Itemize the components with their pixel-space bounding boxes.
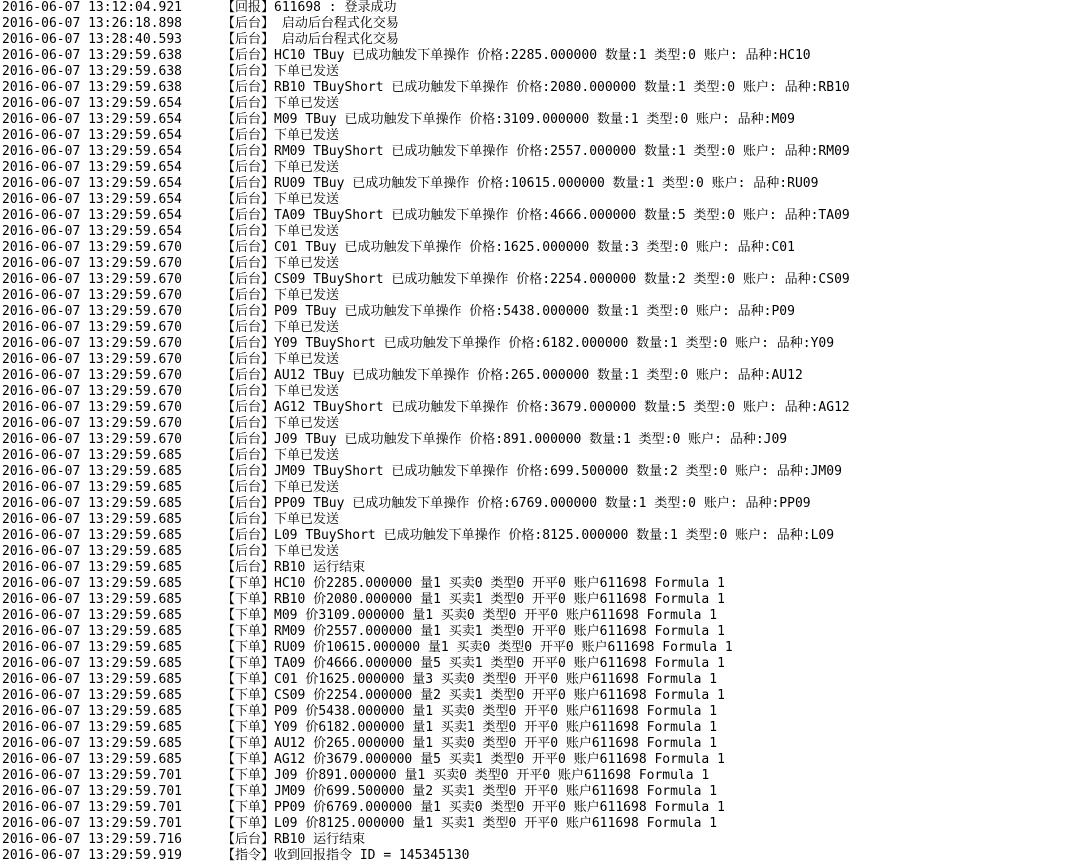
log-message: M09 价3109.000000 量1 买卖0 类型0 开平0 账户611698 Formula 1: [274, 608, 718, 623]
log-line: [2, 576, 1067, 592]
log-tag: 【下单】: [222, 736, 275, 751]
log-message: 下单已发送: [274, 128, 340, 143]
log-message: 下单已发送: [274, 320, 340, 335]
log-timestamp: 2016-06-07 13:29:59.670: [2, 400, 183, 415]
log-timestamp: 2016-06-07 13:29:59.654: [2, 176, 183, 191]
log-tag: 【后台】: [222, 288, 275, 303]
log-timestamp: 2016-06-07 13:29:59.670: [2, 432, 183, 447]
log-line: [2, 480, 1067, 496]
log-line: [2, 64, 1067, 80]
log-line: [2, 304, 1067, 320]
log-message: TA09 价4666.000000 量5 买卖1 类型0 开平0 账户611698 Formula 1: [274, 656, 725, 671]
log-tag: 【后台】: [222, 208, 275, 223]
log-line: [2, 176, 1067, 192]
log-message: Y09 TBuyShort 已成功触发下单操作 价格:6182.000000 数量:1 类型:0 账户: 品种:Y09: [274, 336, 835, 351]
log-timestamp: 2016-06-07 13:29:59.685: [2, 736, 183, 751]
log-timestamp: 2016-06-07 13:29:59.670: [2, 320, 183, 335]
log-line: [2, 96, 1067, 112]
log-message: C01 价1625.000000 量3 买卖0 类型0 开平0 账户611698 Formula 1: [274, 672, 718, 687]
log-message: AU12 TBuy 已成功触发下单操作 价格:265.000000 数量:1 类型:0 账户: 品种:AU12: [274, 368, 803, 383]
log-tag: 【下单】: [222, 688, 275, 703]
log-line: [2, 800, 1067, 816]
log-tag: 【后台】: [222, 416, 275, 431]
log-line: [2, 736, 1067, 752]
log-tag: 【后台】: [222, 544, 275, 559]
log-line: [2, 768, 1067, 784]
log-message: AG12 TBuyShort 已成功触发下单操作 价格:3679.000000 数量:5 类型:0 账户: 品种:AG12: [274, 400, 850, 415]
log-tag: 【后台】: [222, 480, 275, 495]
log-timestamp: 2016-06-07 13:29:59.685: [2, 544, 183, 559]
log-timestamp: 2016-06-07 13:29:59.654: [2, 96, 183, 111]
log-line: [2, 224, 1067, 240]
log-tag: 【下单】: [222, 640, 275, 655]
log-message: 下单已发送: [274, 192, 340, 207]
log-line: [2, 272, 1067, 288]
log-line: [2, 704, 1067, 720]
log-timestamp: 2016-06-07 13:29:59.670: [2, 288, 183, 303]
log-line: [2, 640, 1067, 656]
log-tag: 【下单】: [222, 592, 275, 607]
log-tag: 【后台】: [222, 160, 275, 175]
log-timestamp: 2016-06-07 13:29:59.685: [2, 720, 183, 735]
log-timestamp: 2016-06-07 13:29:59.670: [2, 384, 183, 399]
log-timestamp: 2016-06-07 13:29:59.685: [2, 592, 183, 607]
log-tag: 【后台】: [222, 400, 275, 415]
log-timestamp: 2016-06-07 13:29:59.685: [2, 464, 183, 479]
log-message: RM09 TBuyShort 已成功触发下单操作 价格:2557.000000 数量:1 类型:0 账户: 品种:RM09: [274, 144, 850, 159]
log-tag: 【后台】: [222, 144, 275, 159]
log-message: J09 价891.000000 量1 买卖0 类型0 开平0 账户611698 Formula 1: [274, 768, 710, 783]
log-line: [2, 720, 1067, 736]
log-line: [2, 208, 1067, 224]
log-message: 下单已发送: [274, 448, 340, 463]
log-line: [2, 384, 1067, 400]
log-tag: 【后台】: [222, 80, 275, 95]
log-line: [2, 672, 1067, 688]
log-timestamp: 2016-06-07 13:29:59.670: [2, 352, 183, 367]
log-timestamp: 2016-06-07 13:29:59.670: [2, 336, 183, 351]
log-line: [2, 624, 1067, 640]
log-line: [2, 416, 1067, 432]
log-tag: 【后台】: [222, 560, 275, 575]
log-line: [2, 688, 1067, 704]
log-timestamp: 2016-06-07 13:29:59.654: [2, 144, 183, 159]
log-timestamp: 2016-06-07 13:29:59.685: [2, 688, 183, 703]
log-line: [2, 512, 1067, 528]
log-line: [2, 816, 1067, 832]
log-timestamp: 2016-06-07 13:29:59.670: [2, 304, 183, 319]
log-tag: 【下单】: [222, 624, 275, 639]
log-tag: 【下单】: [222, 816, 275, 831]
log-line: [2, 832, 1067, 848]
log-tag: 【后台】: [222, 512, 275, 527]
log-tag: 【下单】: [222, 704, 275, 719]
log-tag: 【后台】: [222, 432, 275, 447]
log-timestamp: 2016-06-07 13:29:59.685: [2, 704, 183, 719]
log-line: [2, 400, 1067, 416]
log-line: [2, 0, 1067, 16]
log-tag: 【后台】: [222, 496, 275, 511]
log-tag: 【后台】: [222, 240, 275, 255]
log-line: [2, 16, 1067, 32]
log-message: C01 TBuy 已成功触发下单操作 价格:1625.000000 数量:3 类型:0 账户: 品种:C01: [274, 240, 795, 255]
log-line: [2, 560, 1067, 576]
log-message: RM09 价2557.000000 量1 买卖1 类型0 开平0 账户611698 Formula 1: [274, 624, 725, 639]
log-timestamp: 2016-06-07 13:29:59.701: [2, 816, 183, 831]
log-line: [2, 352, 1067, 368]
log-tag: 【后台】: [222, 464, 275, 479]
log-tag: 【后台】: [222, 32, 275, 47]
log-line: [2, 448, 1067, 464]
log-message: 611698 : 登录成功: [274, 0, 397, 15]
log-line: [2, 528, 1067, 544]
log-timestamp: 2016-06-07 13:29:59.685: [2, 448, 183, 463]
log-message: PP09 价6769.000000 量1 买卖0 类型0 开平0 账户611698 Formula 1: [274, 800, 725, 815]
log-line: [2, 192, 1067, 208]
log-tag: 【指令】: [222, 848, 275, 863]
log-tag: 【下单】: [222, 576, 275, 591]
log-message: 下单已发送: [274, 224, 340, 239]
log-line: [2, 368, 1067, 384]
log-message: 下单已发送: [274, 288, 340, 303]
log-line: [2, 320, 1067, 336]
log-message: RB10 价2080.000000 量1 买卖1 类型0 开平0 账户611698 Formula 1: [274, 592, 725, 607]
log-message: P09 价5438.000000 量1 买卖0 类型0 开平0 账户611698 Formula 1: [274, 704, 718, 719]
log-timestamp: 2016-06-07 13:29:59.685: [2, 528, 183, 543]
log-tag: 【后台】: [222, 128, 275, 143]
log-tag: 【后台】: [222, 64, 275, 79]
log-line: [2, 752, 1067, 768]
log-tag: 【后台】: [222, 352, 275, 367]
log-line: [2, 848, 1067, 864]
log-message: 下单已发送: [274, 384, 340, 399]
log-message: J09 TBuy 已成功触发下单操作 价格:891.000000 数量:1 类型:0 账户: 品种:J09: [274, 432, 788, 447]
log-tag: 【下单】: [222, 800, 275, 815]
log-line: [2, 784, 1067, 800]
log-tag: 【后台】: [222, 224, 275, 239]
log-tag: 【后台】: [222, 336, 275, 351]
log-message: 下单已发送: [274, 64, 340, 79]
log-timestamp: 2016-06-07 13:28:40.593: [2, 32, 183, 47]
log-timestamp: 2016-06-07 13:29:59.654: [2, 224, 183, 239]
log-timestamp: 2016-06-07 13:12:04.921: [2, 0, 183, 15]
log-line: [2, 160, 1067, 176]
log-timestamp: 2016-06-07 13:26:18.898: [2, 16, 183, 31]
log-message: CS09 价2254.000000 量2 买卖1 类型0 开平0 账户611698 Formula 1: [274, 688, 725, 703]
log-message: 下单已发送: [274, 256, 340, 271]
log-timestamp: 2016-06-07 13:29:59.670: [2, 368, 183, 383]
log-tag: 【下单】: [222, 752, 275, 767]
log-message: 下单已发送: [274, 352, 340, 367]
log-message: L09 TBuyShort 已成功触发下单操作 价格:8125.000000 数量:1 类型:0 账户: 品种:L09: [274, 528, 835, 543]
log-message: 启动后台程式化交易: [274, 16, 399, 31]
log-timestamp: 2016-06-07 13:29:59.654: [2, 112, 183, 127]
log-message: RU09 价10615.000000 量1 买卖0 类型0 开平0 账户611698 Formula 1: [274, 640, 733, 655]
log-message: RU09 TBuy 已成功触发下单操作 价格:10615.000000 数量:1 类型:0 账户: 品种:RU09: [274, 176, 819, 191]
log-tag: 【后台】: [222, 304, 275, 319]
log-timestamp: 2016-06-07 13:29:59.685: [2, 496, 183, 511]
log-line: [2, 464, 1067, 480]
log-line: [2, 32, 1067, 48]
log-message: M09 TBuy 已成功触发下单操作 价格:3109.000000 数量:1 类型:0 账户: 品种:M09: [274, 112, 795, 127]
log-message: Y09 价6182.000000 量1 买卖1 类型0 开平0 账户611698 Formula 1: [274, 720, 718, 735]
log-message: 下单已发送: [274, 544, 340, 559]
log-timestamp: 2016-06-07 13:29:59.685: [2, 640, 183, 655]
log-timestamp: 2016-06-07 13:29:59.685: [2, 608, 183, 623]
log-message: CS09 TBuyShort 已成功触发下单操作 价格:2254.000000 数量:2 类型:0 账户: 品种:CS09: [274, 272, 850, 287]
log-message: JM09 价699.500000 量2 买卖1 类型0 开平0 账户611698 Formula 1: [274, 784, 718, 799]
log-timestamp: 2016-06-07 13:29:59.685: [2, 480, 183, 495]
log-line: [2, 608, 1067, 624]
log-line: [2, 592, 1067, 608]
log-line: [2, 256, 1067, 272]
log-timestamp: 2016-06-07 13:29:59.685: [2, 576, 183, 591]
log-tag: 【后台】: [222, 528, 275, 543]
log-message: HC10 价2285.000000 量1 买卖0 类型0 开平0 账户611698 Formula 1: [274, 576, 725, 591]
log-message: JM09 TBuyShort 已成功触发下单操作 价格:699.500000 数量:2 类型:0 账户: 品种:JM09: [274, 464, 842, 479]
log-message: P09 TBuy 已成功触发下单操作 价格:5438.000000 数量:1 类型:0 账户: 品种:P09: [274, 304, 795, 319]
log-message: 下单已发送: [274, 480, 340, 495]
log-message: AU12 价265.000000 量1 买卖0 类型0 开平0 账户611698 Formula 1: [274, 736, 718, 751]
log-tag: 【下单】: [222, 656, 275, 671]
log-timestamp: 2016-06-07 13:29:59.685: [2, 752, 183, 767]
log-message: AG12 价3679.000000 量5 买卖1 类型0 开平0 账户611698 Formula 1: [274, 752, 725, 767]
log-tag: 【下单】: [222, 608, 275, 623]
log-tag: 【后台】: [222, 256, 275, 271]
log-message: L09 价8125.000000 量1 买卖1 类型0 开平0 账户611698 Formula 1: [274, 816, 718, 831]
log-tag: 【后台】: [222, 384, 275, 399]
log-tag: 【后台】: [222, 192, 275, 207]
log-timestamp: 2016-06-07 13:29:59.685: [2, 656, 183, 671]
log-tag: 【后台】: [222, 320, 275, 335]
log-message: 下单已发送: [274, 416, 340, 431]
log-timestamp: 2016-06-07 13:29:59.716: [2, 832, 183, 847]
log-message: PP09 TBuy 已成功触发下单操作 价格:6769.000000 数量:1 类型:0 账户: 品种:PP09: [274, 496, 811, 511]
log-timestamp: 2016-06-07 13:29:59.654: [2, 208, 183, 223]
log-timestamp: 2016-06-07 13:29:59.654: [2, 192, 183, 207]
log-line: [2, 288, 1067, 304]
log-message: RB10 运行结束: [274, 560, 366, 575]
log-message: 下单已发送: [274, 160, 340, 175]
log-line: [2, 128, 1067, 144]
log-timestamp: 2016-06-07 13:29:59.919: [2, 848, 183, 863]
log-line: [2, 240, 1067, 256]
log-line: [2, 544, 1067, 560]
log-line: [2, 336, 1067, 352]
log-timestamp: 2016-06-07 13:29:59.670: [2, 256, 183, 271]
log-tag: 【后台】: [222, 112, 275, 127]
log-message: 收到回报指令 ID = 145345130: [274, 848, 470, 863]
log-timestamp: 2016-06-07 13:29:59.638: [2, 80, 183, 95]
log-message: TA09 TBuyShort 已成功触发下单操作 价格:4666.000000 数量:5 类型:0 账户: 品种:TA09: [274, 208, 850, 223]
log-timestamp: 2016-06-07 13:29:59.701: [2, 784, 183, 799]
log-message: RB10 运行结束: [274, 832, 366, 847]
log-tag: 【后台】: [222, 48, 275, 63]
log-timestamp: 2016-06-07 13:29:59.654: [2, 128, 183, 143]
log-line: [2, 144, 1067, 160]
log-tag: 【后台】: [222, 368, 275, 383]
log-timestamp: 2016-06-07 13:29:59.685: [2, 624, 183, 639]
log-tag: 【后台】: [222, 832, 275, 847]
log-timestamp: 2016-06-07 13:29:59.685: [2, 512, 183, 527]
log-tag: 【下单】: [222, 784, 275, 799]
log-timestamp: 2016-06-07 13:29:59.701: [2, 768, 183, 783]
log-tag: 【下单】: [222, 768, 275, 783]
log-line: [2, 112, 1067, 128]
log-line: [2, 432, 1067, 448]
log-timestamp: 2016-06-07 13:29:59.685: [2, 672, 183, 687]
log-tag: 【后台】: [222, 16, 275, 31]
log-message: HC10 TBuy 已成功触发下单操作 价格:2285.000000 数量:1 类型:0 账户: 品种:HC10: [274, 48, 811, 63]
log-tag: 【下单】: [222, 720, 275, 735]
log-timestamp: 2016-06-07 13:29:59.638: [2, 64, 183, 79]
log-timestamp: 2016-06-07 13:29:59.638: [2, 48, 183, 63]
log-tag: 【后台】: [222, 176, 275, 191]
log-timestamp: 2016-06-07 13:29:59.670: [2, 272, 183, 287]
log-message: RB10 TBuyShort 已成功触发下单操作 价格:2080.000000 数量:1 类型:0 账户: 品种:RB10: [274, 80, 850, 95]
log-output[interactable]: [2, 0, 1067, 864]
log-tag: 【后台】: [222, 96, 275, 111]
log-timestamp: 2016-06-07 13:29:59.670: [2, 416, 183, 431]
log-line: [2, 496, 1067, 512]
log-timestamp: 2016-06-07 13:29:59.701: [2, 800, 183, 815]
log-line: [2, 48, 1067, 64]
log-line: [2, 656, 1067, 672]
log-line: [2, 80, 1067, 96]
log-message: 下单已发送: [274, 96, 340, 111]
log-timestamp: 2016-06-07 13:29:59.670: [2, 240, 183, 255]
log-timestamp: 2016-06-07 13:29:59.654: [2, 160, 183, 175]
log-message: 下单已发送: [274, 512, 340, 527]
log-message: 启动后台程式化交易: [274, 32, 399, 47]
log-tag: 【后台】: [222, 272, 275, 287]
log-tag: 【下单】: [222, 672, 275, 687]
log-tag: 【后台】: [222, 448, 275, 463]
log-tag: 【回报】: [222, 0, 275, 15]
log-timestamp: 2016-06-07 13:29:59.685: [2, 560, 183, 575]
